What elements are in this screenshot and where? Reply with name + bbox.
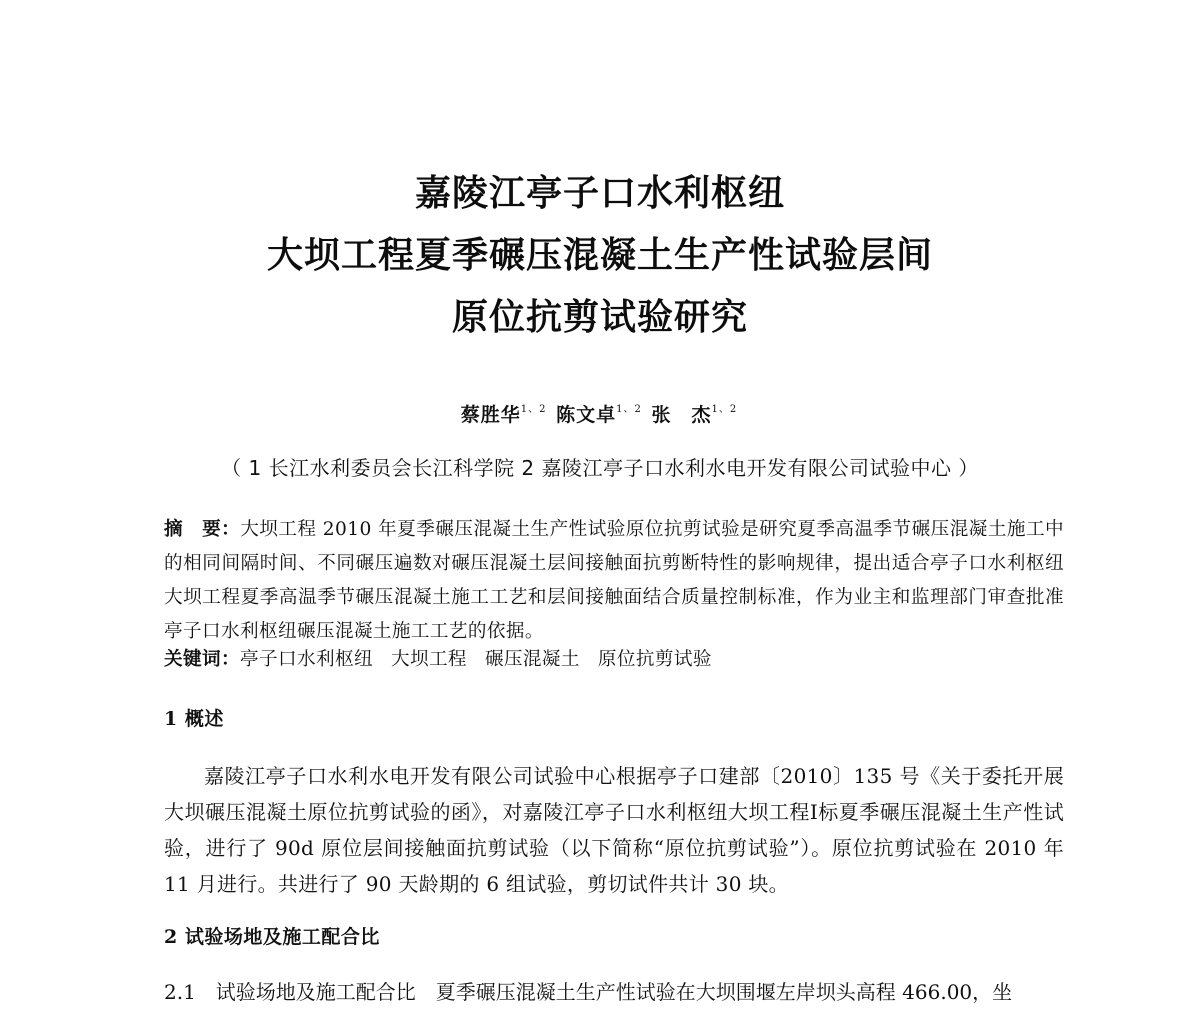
author-name: 蔡胜华 xyxy=(460,404,521,426)
overview-paragraph: 嘉陵江亭子口水利水电开发有限公司试验中心根据亭子口建部〔2010〕135 号《关于委托开展大坝碾压混凝土原位抗剪试验的函》，对嘉陵江亭子口水利枢纽大坝工程Ⅰ标夏季碾压混凝土生产性试验，进行了 90d 原位层间接触面抗剪试验（以下简称“原位抗剪试验”）。原位抗剪试验在 2010 年 11 月进行。共进行了 90 天龄期的 6 组试验，剪切试件共计 30 块。 xyxy=(164,764,1064,896)
author-list xyxy=(0,400,1200,427)
author-affiliation-mark: 1、2 xyxy=(711,404,738,415)
abstract-label: 摘 要： xyxy=(164,519,241,540)
title-line-2: 大坝工程夏季碾压混凝土生产性试验层间 xyxy=(266,234,933,276)
title-line-1: 嘉陵江亭子口水利枢纽 xyxy=(414,172,785,214)
affiliation: （ 1 长江水利委员会长江科学院 2 嘉陵江亭子口水利水电开发有限公司试验中心 ） xyxy=(221,456,979,480)
section-heading-test-site: 2 试验场地及施工配合比 xyxy=(164,926,380,948)
keywords xyxy=(164,643,1064,677)
paper-title xyxy=(0,162,1200,348)
keyword-item: 碾压混凝土 xyxy=(484,649,580,670)
keyword-item: 亭子口水利枢纽 xyxy=(239,649,373,670)
truncated-paragraph-line: 2.1 试验场地及施工配合比 夏季碾压混凝土生产性试验在大坝围堰左岸坝头高程 466.00，坐 xyxy=(164,980,1013,1004)
author-affiliation-mark: 1、2 xyxy=(616,404,642,415)
abstract xyxy=(164,513,1064,649)
abstract-text: 大坝工程 2010 年夏季碾压混凝土生产性试验原位抗剪试验是研究夏季高温季节碾压混凝土施工中的相同间隔时间、不同碾压遍数对碾压混凝土层间接触面抗剪断特性的影响规律，提出适合亭子口水利枢纽大坝工程夏季高温季节碾压混凝土施工工艺和层间接触面结合质量控制标准，作为业主和监理部门审查批准亭子口水利枢纽碾压混凝土施工工艺的依据。 xyxy=(164,519,1064,642)
author-name: 张 杰 xyxy=(651,404,712,426)
title-line-3: 原位抗剪试验研究 xyxy=(451,296,748,338)
author-affiliation-mark: 1、2 xyxy=(520,404,547,415)
keyword-item: 原位抗剪试验 xyxy=(597,649,712,670)
keywords-label: 关键词： xyxy=(164,649,240,670)
section-heading-overview: 1 概述 xyxy=(164,708,224,730)
author-name: 陈文卓 xyxy=(556,404,617,426)
keyword-item: 大坝工程 xyxy=(390,649,467,670)
